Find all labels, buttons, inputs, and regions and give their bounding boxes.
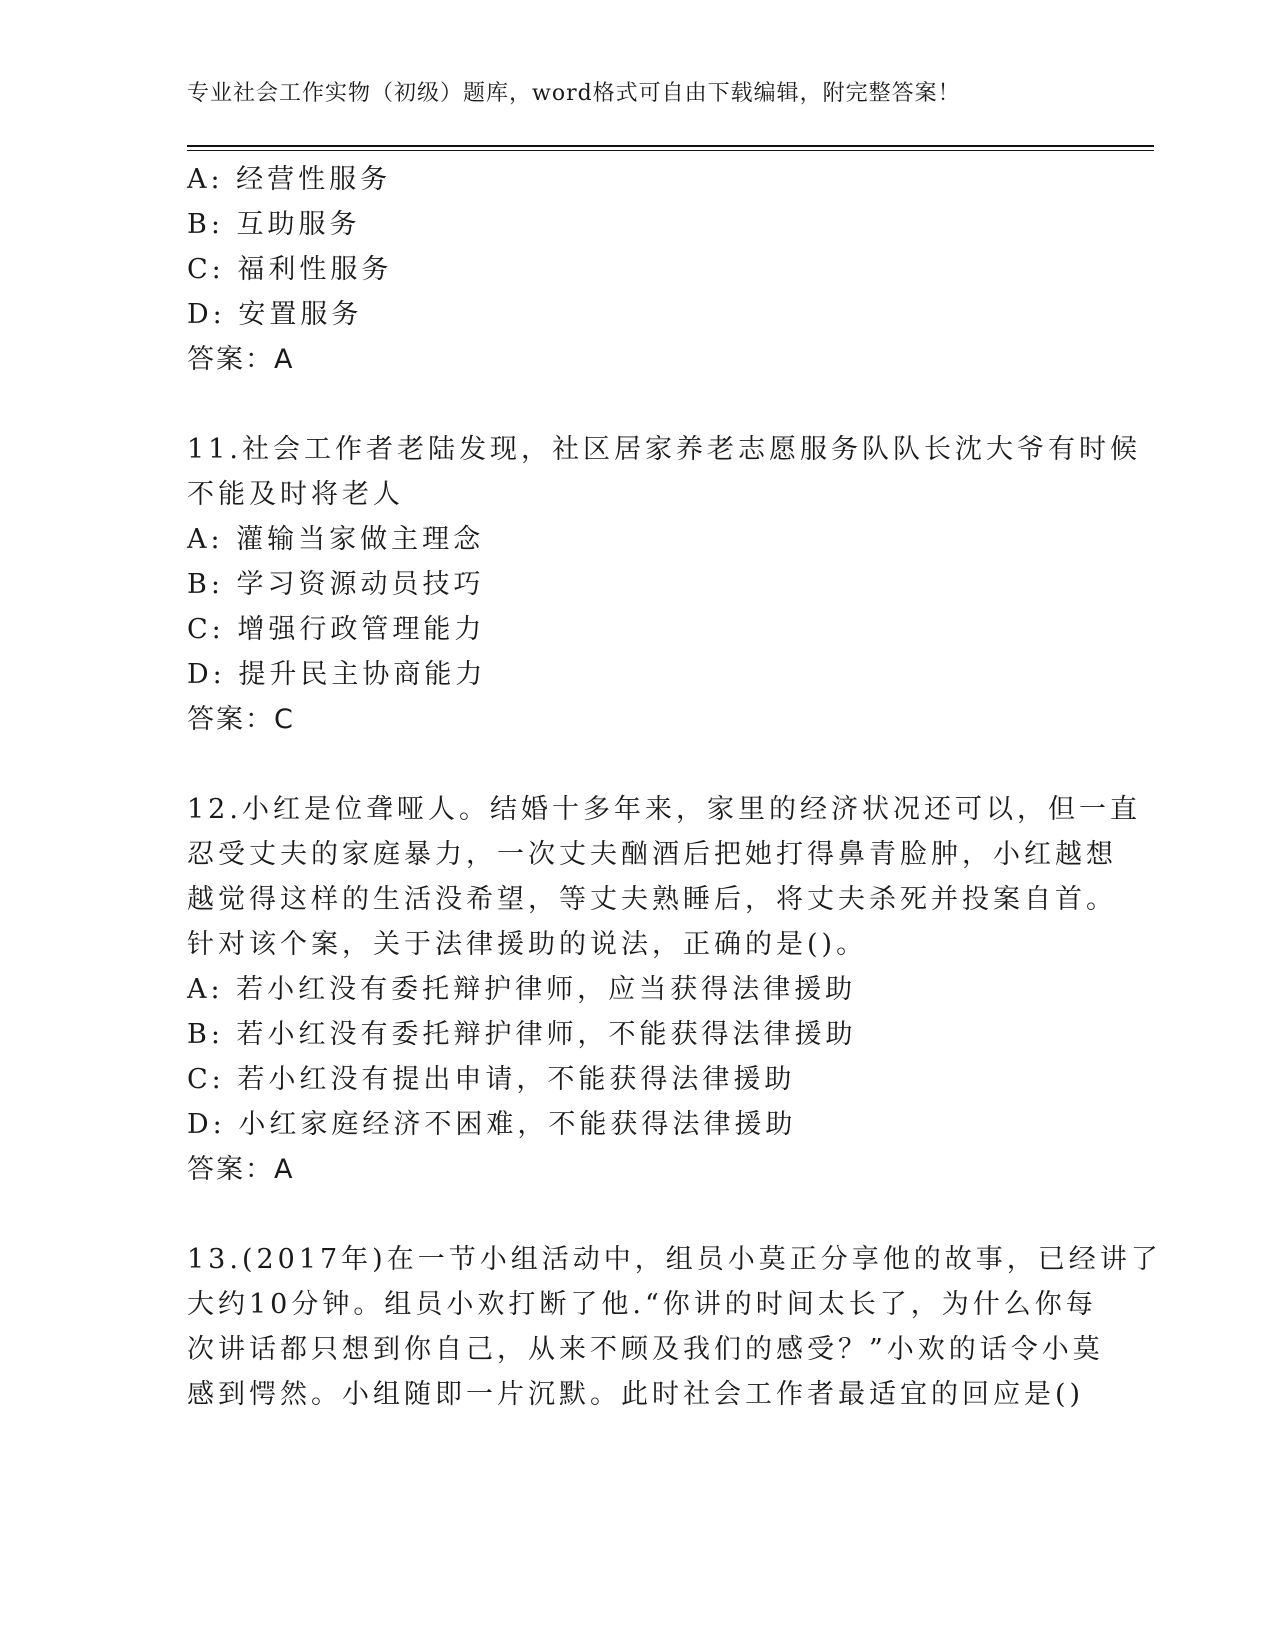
option-a: A: 若小红没有委托辩护律师，应当获得法律援助 [187, 974, 857, 1005]
question-12-text: 忍受丈夫的家庭暴力，一次丈夫酗酒后把她打得鼻青脸肿，小红越想 [187, 839, 1117, 870]
question-11-text: 11.社会工作者老陆发现，社区居家养老志愿服务队队长沈大爷有时候 [187, 434, 1141, 465]
option-a: A: 经营性服务 [187, 164, 392, 195]
question-content [187, 157, 1162, 1417]
option-d: D: 安置服务 [187, 299, 363, 330]
header-rule-thin [187, 150, 1154, 151]
answer-line: 答案：A [187, 344, 295, 375]
question-13-text: 大约10分钟。组员小欢打断了他.“你讲的时间太长了，为什么你每 [187, 1289, 1097, 1320]
question-12-text: 12.小红是位聋哑人。结婚十多年来，家里的经济状况还可以，但一直 [187, 794, 1141, 825]
option-a: A: 灌输当家做主理念 [187, 524, 485, 555]
question-12-text: 针对该个案，关于法律援助的说法，正确的是()。 [187, 929, 868, 960]
answer-line: 答案：C [187, 704, 295, 735]
question-13-text: 13.(2017年)在一节小组活动中，组员小莫正分享他的故事，已经讲了 [187, 1244, 1162, 1275]
option-b: B: 互助服务 [187, 209, 361, 240]
option-d: D: 小红家庭经济不困难，不能获得法律援助 [187, 1109, 797, 1140]
question-13-text: 感到愕然。小组随即一片沉默。此时社会工作者最适宜的回应是() [187, 1379, 1085, 1410]
option-d: D: 提升民主协商能力 [187, 659, 487, 690]
question-12-text: 越觉得这样的生活没希望，等丈夫熟睡后，将丈夫杀死并投案自首。 [187, 884, 1117, 915]
document-header: 专业社会工作实物（初级）题库，word格式可自由下载编辑，附完整答案！ [187, 81, 961, 106]
option-c: C: 若小红没有提出申请，不能获得法律援助 [187, 1064, 796, 1095]
option-c: C: 增强行政管理能力 [187, 614, 486, 645]
answer-line: 答案：A [187, 1154, 295, 1185]
option-b: B: 若小红没有委托辩护律师，不能获得法律援助 [187, 1019, 857, 1050]
option-c: C: 福利性服务 [187, 254, 393, 285]
header-rule-thick [187, 145, 1154, 147]
question-13-text: 次讲话都只想到你自己，从来不顾及我们的感受？”小欢的话令小莫 [187, 1334, 1104, 1365]
option-b: B: 学习资源动员技巧 [187, 569, 485, 600]
question-11-text: 不能及时将老人 [187, 479, 404, 510]
